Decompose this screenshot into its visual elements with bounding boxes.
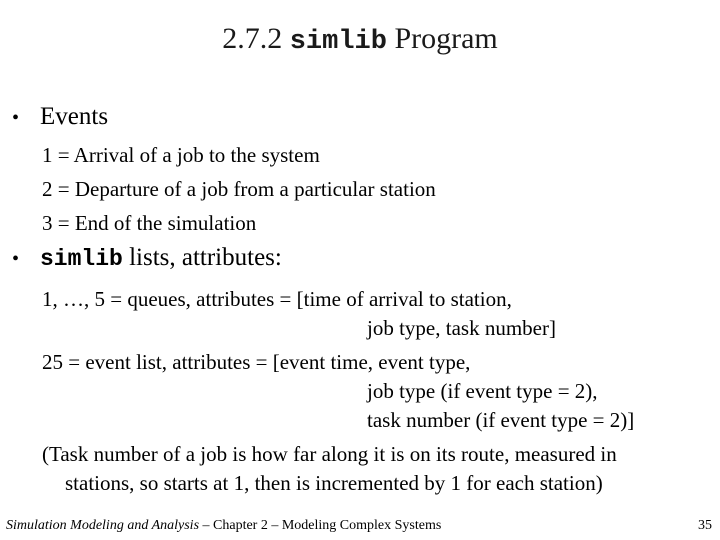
list-line: 25 = event list, attributes = [event time, event type,: [42, 350, 471, 374]
footer-chapter: – Chapter 2 – Modeling Complex Systems: [199, 518, 442, 533]
footer-book-title: Simulation Modeling and Analysis: [6, 518, 200, 533]
event-line: 2 = Departure of a job from a particular station: [42, 177, 436, 201]
page-number: 35: [698, 518, 712, 533]
list-line: stations, so starts at 1, then is incremented by 1 for each station): [65, 471, 603, 495]
bullet-dot: •: [12, 248, 20, 270]
slide-title: [0, 22, 720, 57]
bullet-events-label: Events: [40, 103, 109, 130]
bullet-lists-code: simlib: [40, 246, 123, 272]
list-line: job type, task number]: [367, 316, 556, 340]
event-line: 3 = End of the simulation: [42, 211, 257, 235]
list-line: 1, …, 5 = queues, attributes = [time of arrival to station,: [42, 287, 512, 311]
bullet-dot: •: [12, 107, 20, 129]
bullet-lists: [6, 244, 282, 272]
footer-citation: [6, 518, 441, 534]
list-line: task number (if event type = 2)]: [367, 408, 635, 432]
title-suffix: Program: [386, 22, 498, 55]
title-prefix: 2.7.2: [222, 22, 290, 55]
list-line: job type (if event type = 2),: [367, 379, 598, 403]
bullet-events: [6, 103, 108, 131]
list-line: (Task number of a job is how far along it is on its route, measured in: [42, 442, 617, 466]
event-line: 1 = Arrival of a job to the system: [42, 143, 320, 167]
bullet-lists-label: lists, attributes:: [122, 244, 282, 271]
title-code: simlib: [289, 27, 387, 57]
